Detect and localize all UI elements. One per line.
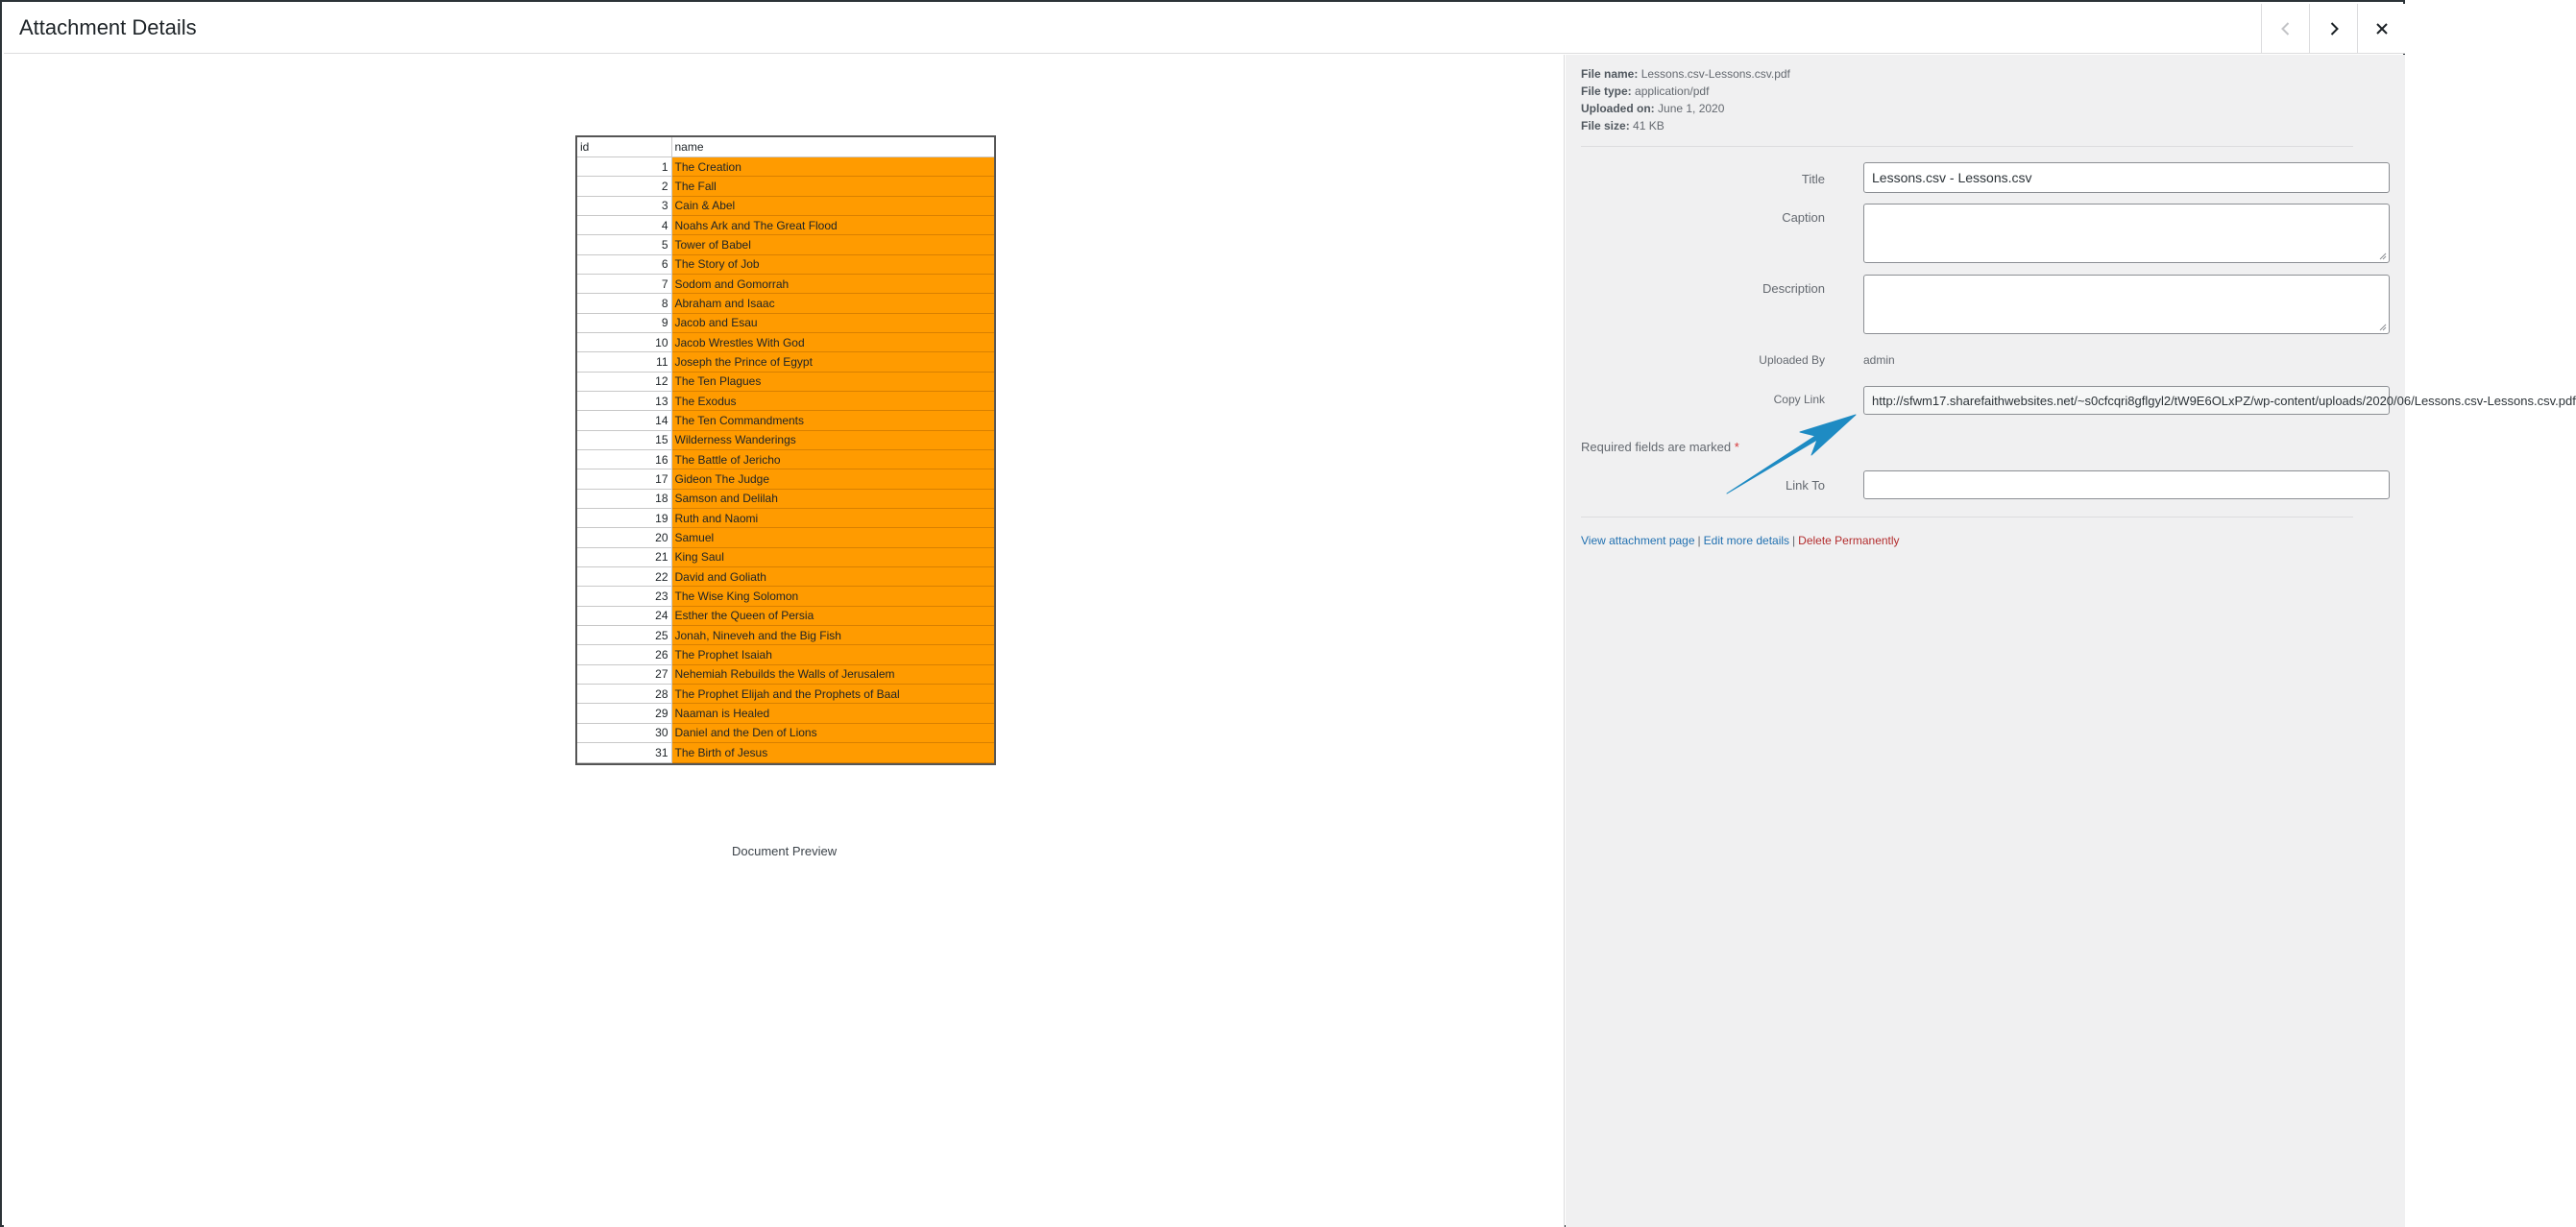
row-name-cell: The Ten Commandments (671, 411, 994, 430)
row-id-cell: 1 (577, 156, 671, 176)
row-id-cell: 22 (577, 567, 671, 587)
row-id-cell: 12 (577, 372, 671, 391)
link-to-input[interactable] (1863, 470, 2390, 499)
row-name-cell: Esther the Queen of Persia (671, 606, 994, 625)
row-id-cell: 3 (577, 196, 671, 215)
table-header-row (577, 137, 994, 156)
uploaded-by-label: Uploaded By (1759, 353, 1825, 367)
table-row (577, 332, 994, 351)
uploaded-on-label: Uploaded on: (1581, 102, 1655, 115)
table-row (577, 254, 994, 274)
row-id-cell: 18 (577, 489, 671, 508)
table-row (577, 664, 994, 684)
row-id-cell: 20 (577, 528, 671, 547)
table-row (577, 430, 994, 449)
attachment-actions (1581, 534, 1900, 547)
row-name-cell: The Prophet Elijah and the Prophets of Baal (671, 685, 994, 704)
row-name-cell: The Battle of Jericho (671, 450, 994, 469)
row-id-cell: 14 (577, 411, 671, 430)
row-name-cell: Naaman is Healed (671, 704, 994, 723)
file-meta (1581, 65, 1790, 134)
table-row (577, 156, 994, 176)
view-attachment-link[interactable]: View attachment page (1581, 534, 1695, 547)
file-type-label: File type: (1581, 84, 1632, 98)
table-row (577, 235, 994, 254)
row-name-cell: The Ten Plagues (671, 372, 994, 391)
row-id-cell: 27 (577, 664, 671, 684)
table-row (577, 215, 994, 234)
table-row (577, 528, 994, 547)
row-id-cell: 8 (577, 294, 671, 313)
table-row (577, 313, 994, 332)
row-id-cell: 10 (577, 332, 671, 351)
table-row (577, 489, 994, 508)
table-row (577, 450, 994, 469)
row-name-cell: The Wise King Solomon (671, 587, 994, 606)
row-name-cell: Samuel (671, 528, 994, 547)
table-row (577, 469, 994, 489)
row-name-cell: Jacob and Esau (671, 313, 994, 332)
row-id-cell: 24 (577, 606, 671, 625)
table-row (577, 743, 994, 762)
row-name-cell: The Birth of Jesus (671, 743, 994, 762)
file-size-row (1581, 117, 1790, 134)
lessons-table (577, 137, 994, 763)
row-id-cell: 13 (577, 391, 671, 410)
attachment-details-panel (1566, 55, 2576, 1227)
title-label: Title (1801, 172, 1825, 186)
spreadsheet-preview (575, 135, 996, 765)
copy-link-input[interactable]: http://sfwm17.sharefaithwebsites.net/~s0cfcqri8gflgyl2/tW9E6OLxPZ/wp-content/uploads/2020/06/Lessons.csv-Lessons.csv.pdf (1863, 386, 2390, 415)
chevron-left-icon (2277, 20, 2295, 37)
divider (1581, 146, 2353, 147)
table-row (577, 587, 994, 606)
file-type-row (1581, 83, 1790, 100)
row-id-cell: 28 (577, 685, 671, 704)
row-id-cell: 15 (577, 430, 671, 449)
table-row (577, 352, 994, 372)
row-name-cell: Gideon The Judge (671, 469, 994, 489)
row-name-cell: King Saul (671, 547, 994, 566)
modal-header (4, 4, 2405, 54)
row-id-cell: 21 (577, 547, 671, 566)
file-name-label: File name: (1581, 67, 1639, 81)
close-icon (2373, 20, 2391, 37)
row-id-cell: 30 (577, 723, 671, 742)
table-row (577, 177, 994, 196)
title-input[interactable]: Lessons.csv - Lessons.csv (1863, 162, 2390, 193)
description-textarea[interactable] (1863, 275, 2390, 334)
table-row (577, 567, 994, 587)
file-size-value: 41 KB (1633, 119, 1665, 132)
row-id-cell: 16 (577, 450, 671, 469)
file-type-value: application/pdf (1635, 84, 1710, 98)
caption-textarea[interactable] (1863, 204, 2390, 263)
row-name-cell: Jacob Wrestles With God (671, 332, 994, 351)
row-name-cell: Joseph the Prince of Egypt (671, 352, 994, 372)
row-id-cell: 29 (577, 704, 671, 723)
row-name-cell: Daniel and the Den of Lions (671, 723, 994, 742)
document-preview-caption: Document Preview (732, 844, 838, 858)
row-id-cell: 19 (577, 509, 671, 528)
description-label: Description (1762, 281, 1825, 296)
table-row (577, 685, 994, 704)
resize-handle-icon[interactable] (2377, 322, 2387, 331)
row-id-cell: 23 (577, 587, 671, 606)
file-size-label: File size: (1581, 119, 1630, 132)
table-row (577, 196, 994, 215)
resize-handle-icon[interactable] (2377, 251, 2387, 260)
row-name-cell: Abraham and Isaac (671, 294, 994, 313)
row-name-cell: David and Goliath (671, 567, 994, 587)
row-id-cell: 26 (577, 645, 671, 664)
row-name-cell: The Creation (671, 156, 994, 176)
row-id-cell: 4 (577, 215, 671, 234)
file-name-row (1581, 65, 1790, 83)
column-header-id: id (577, 137, 671, 156)
row-name-cell: The Fall (671, 177, 994, 196)
uploaded-by-value: admin (1863, 353, 1895, 367)
row-name-cell: Wilderness Wanderings (671, 430, 994, 449)
caption-label: Caption (1782, 210, 1825, 225)
next-button[interactable] (2309, 4, 2357, 54)
row-id-cell: 17 (577, 469, 671, 489)
document-preview (4, 55, 1565, 1227)
row-name-cell: Jonah, Nineveh and the Big Fish (671, 626, 994, 645)
row-id-cell: 9 (577, 313, 671, 332)
file-name-value: Lessons.csv-Lessons.csv.pdf (1640, 67, 1790, 81)
required-star: * (1734, 440, 1739, 454)
table-row (577, 274, 994, 293)
table-row (577, 626, 994, 645)
row-name-cell: Nehemiah Rebuilds the Walls of Jerusalem (671, 664, 994, 684)
row-id-cell: 6 (577, 254, 671, 274)
row-name-cell: Cain & Abel (671, 196, 994, 215)
delete-permanently-link[interactable]: Delete Permanently (1798, 534, 1900, 547)
link-to-label: Link To (1786, 478, 1825, 493)
row-name-cell: The Prophet Isaiah (671, 645, 994, 664)
row-name-cell: Sodom and Gomorrah (671, 274, 994, 293)
required-fields-note (1581, 440, 1739, 454)
uploaded-on-row (1581, 100, 1790, 117)
row-name-cell: Samson and Delilah (671, 489, 994, 508)
row-id-cell: 2 (577, 177, 671, 196)
table-row (577, 723, 994, 742)
row-id-cell: 31 (577, 743, 671, 762)
table-row (577, 372, 994, 391)
table-row (577, 391, 994, 410)
close-button[interactable] (2357, 4, 2405, 54)
row-name-cell: Tower of Babel (671, 235, 994, 254)
column-header-name: name (671, 137, 994, 156)
table-row (577, 294, 994, 313)
row-id-cell: 25 (577, 626, 671, 645)
row-name-cell: The Story of Job (671, 254, 994, 274)
separator: | (1697, 534, 1701, 547)
row-name-cell: Noahs Ark and The Great Flood (671, 215, 994, 234)
modal-title: Attachment Details (19, 15, 197, 39)
uploaded-on-value: June 1, 2020 (1658, 102, 1725, 115)
previous-button[interactable] (2261, 4, 2309, 54)
table-row (577, 704, 994, 723)
row-name-cell: Ruth and Naomi (671, 509, 994, 528)
row-name-cell: The Exodus (671, 391, 994, 410)
arrow-annotation-icon (1721, 407, 1865, 503)
edit-details-link[interactable]: Edit more details (1703, 534, 1790, 547)
table-row (577, 606, 994, 625)
row-id-cell: 5 (577, 235, 671, 254)
separator: | (1792, 534, 1796, 547)
table-row (577, 509, 994, 528)
required-text: Required fields are marked (1581, 440, 1732, 454)
row-id-cell: 11 (577, 352, 671, 372)
copy-link-label: Copy Link (1773, 393, 1825, 406)
chevron-right-icon (2325, 20, 2343, 37)
row-id-cell: 7 (577, 274, 671, 293)
table-row (577, 411, 994, 430)
table-row (577, 645, 994, 664)
table-row (577, 547, 994, 566)
